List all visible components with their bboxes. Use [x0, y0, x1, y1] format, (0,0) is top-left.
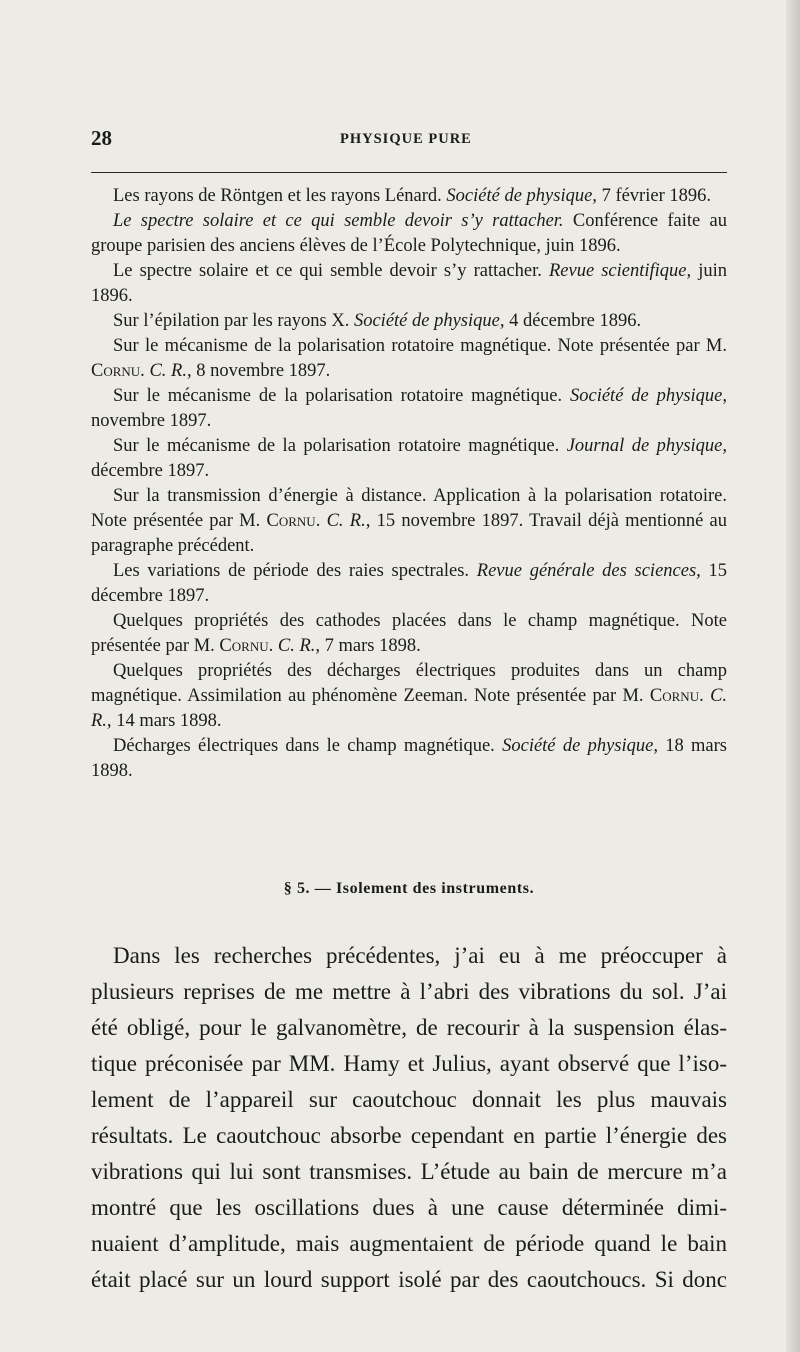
body-line: vibrations qui lui sont transmises. L’étude au bain de mercure m’a: [91, 1159, 727, 1184]
bib-entry: Sur la transmission d’énergie à distance. Application à la polarisation rotatoire. Note présentée par M. Cornu. C. R., 15 novembre 1897. Travail déjà mentionné au paragraphe précédent.: [91, 486, 727, 556]
bib-entry: Le spectre solaire et ce qui semble devoir s’y rattacher. Conférence faite au groupe parisien des anciens élèves de l’École Polytechnique, juin 1896.: [91, 211, 728, 256]
body-line: montré que les oscillations dues à une cause déterminée dimi-: [91, 1195, 727, 1220]
bib-entry: Sur le mécanisme de la polarisation rotatoire magnétique. Société de physique, novembre 1897.: [91, 386, 728, 431]
body-paragraph: [91, 938, 727, 1298]
page-header: [91, 126, 727, 156]
section-heading: [91, 880, 727, 898]
bib-entry: Les variations de période des raies spectrales. Revue générale des sciences, 15 décembre 1897.: [91, 561, 728, 606]
header-rule: [91, 172, 727, 173]
body-line: Dans les recherches précédentes, j’ai eu à me préoccuper à: [113, 943, 727, 968]
bib-entry: Sur le mécanisme de la polarisation rotatoire magnétique. Note présentée par M. Cornu. C. R., 8 novembre 1897.: [91, 336, 727, 381]
bib-entry: Les rayons de Röntgen et les rayons Lénard. Société de physique, 7 février 1896.: [113, 186, 711, 206]
bib-entry: Sur le mécanisme de la polarisation rotatoire magnétique. Journal de physique, décembre 1897.: [91, 436, 728, 481]
bib-entry: Quelques propriétés des cathodes placées dans le champ magnétique. Note présentée par M. Cornu. C. R., 7 mars 1898.: [91, 611, 727, 656]
body-line: plusieurs reprises de me mettre à l’abri des vibrations du sol. J’ai: [91, 979, 727, 1004]
bibliography-list: [91, 184, 727, 784]
bib-entry: Sur l’épilation par les rayons X. Société de physique, 4 décembre 1896.: [113, 311, 642, 331]
bib-entry: Quelques propriétés des décharges électriques produites dans un champ magnétique. Assimilation au phénomène Zeeman. Note présentée par M. Cornu. C. R., 14 mars 1898.: [91, 661, 728, 731]
body-line: tique préconisée par MM. Hamy et Julius, ayant observé que l’iso-: [91, 1051, 727, 1076]
body-line: était placé sur un lourd support isolé par des caoutchoucs. Si donc: [91, 1267, 727, 1292]
body-line: été obligé, pour le galvanomètre, de recourir à la suspension élas-: [91, 1015, 727, 1040]
body-line: lement de l’appareil sur caoutchouc donnait les plus mauvais: [91, 1087, 727, 1112]
body-line: nuaient d’amplitude, mais augmentaient de période quand le bain: [91, 1231, 727, 1256]
section-title: Isolement des instruments.: [335, 880, 535, 897]
bib-entry: Le spectre solaire et ce qui semble devoir s’y rattacher. Revue scientifique, juin 1896.: [91, 261, 727, 306]
running-title: PHYSIQUE PURE: [340, 131, 472, 147]
bib-entry: Décharges électriques dans le champ magnétique. Société de physique, 18 mars 1898.: [91, 736, 728, 781]
page-edge-shadow: [786, 0, 800, 1352]
page-number: 28: [91, 126, 112, 150]
body-line: résultats. Le caoutchouc absorbe cependant en partie l’énergie des: [91, 1123, 727, 1148]
section-number: § 5. —: [283, 880, 332, 897]
